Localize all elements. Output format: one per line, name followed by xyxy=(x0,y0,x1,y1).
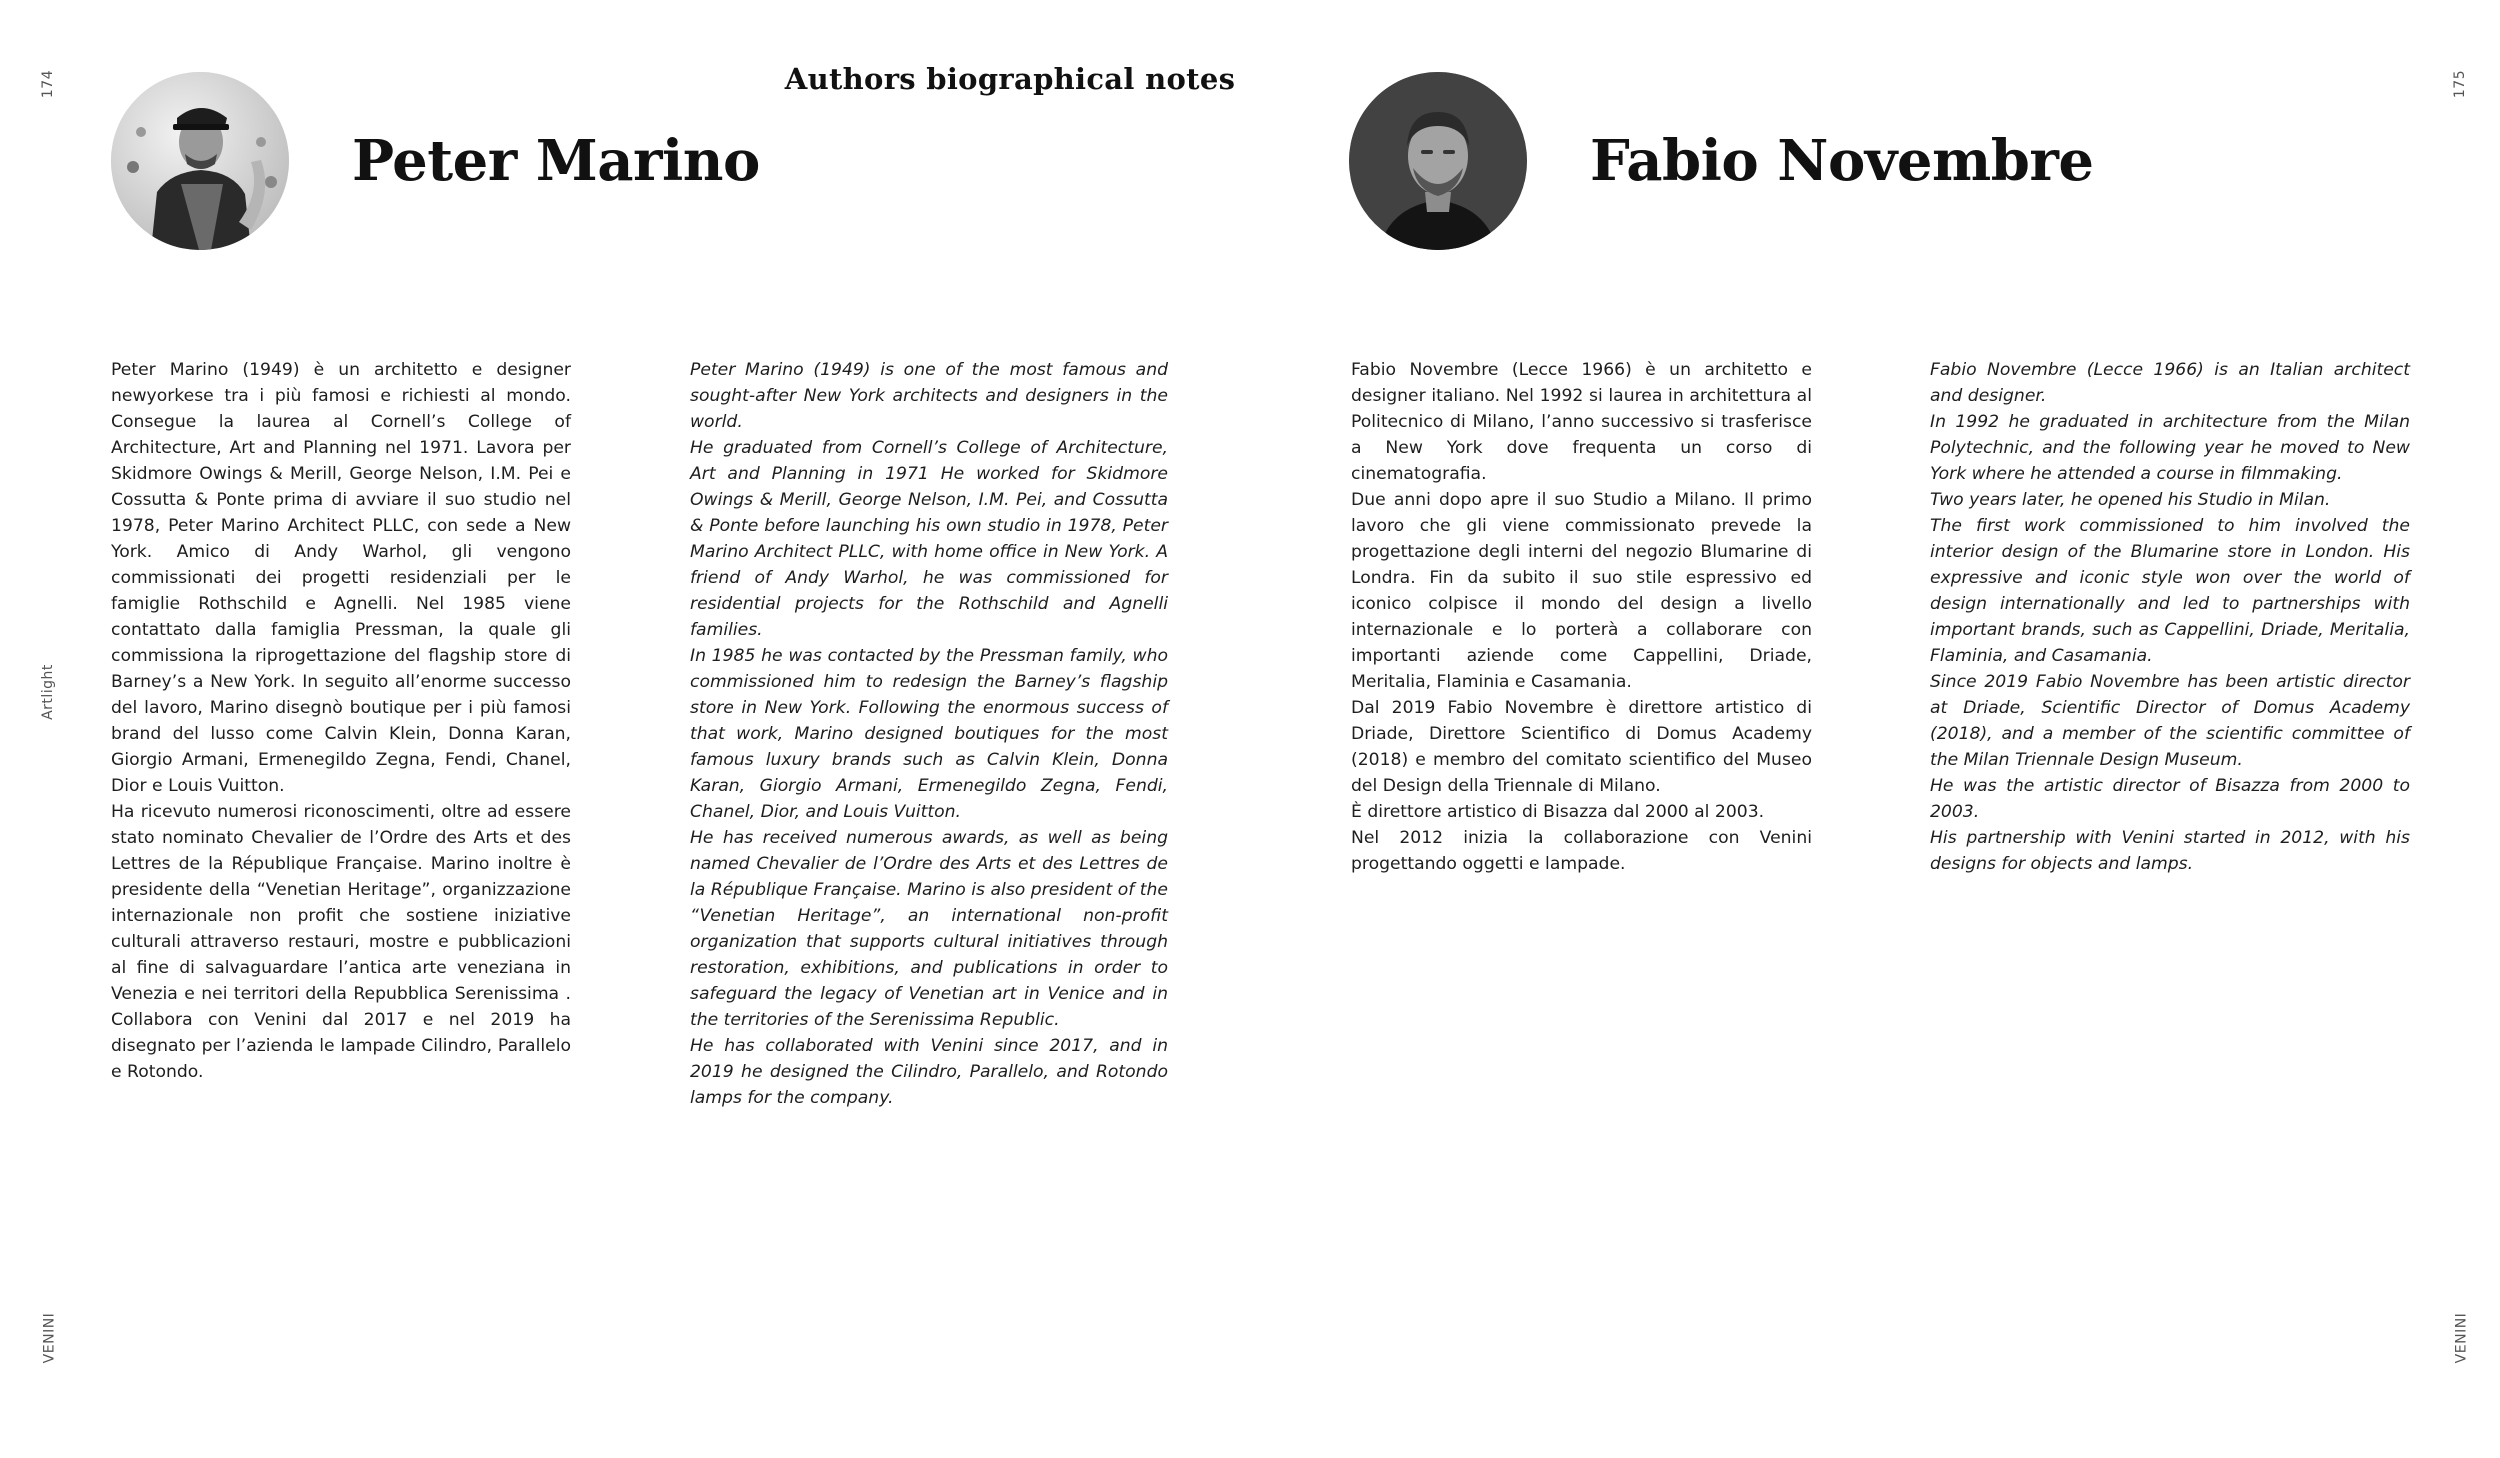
bio-paragraph: In 1992 he graduated in architecture from the Milan Polytechnic, and the following year he moved to New York where he attended a course in filmmaking. xyxy=(1930,412,2410,484)
bio-fabio-novembre-italian xyxy=(1351,357,1812,877)
bio-fabio-novembre-english xyxy=(1930,357,2410,877)
bio-paragraph: Since 2019 Fabio Novembre has been artistic director at Driade, Scientific Director of Domus Academy (2018), and a member of the scientific committee of the Milan Triennale Design Museum. xyxy=(1930,672,2410,770)
author-name-peter-marino: Peter Marino xyxy=(352,128,760,194)
bio-paragraph: Due anni dopo apre il suo Studio a Milano. Il primo lavoro che gli viene commissionato prevede la progettazione degli interni del negozio Blumarine di Londra. Fin da subito il suo stile espressivo ed iconico colpisce il mondo del design a livello internazionale e lo porterà a collaborare con importanti aziende come Cappellini, Driade, Meritalia, Flaminia e Casamania. xyxy=(1351,490,1812,692)
brand-label-left: VENINI xyxy=(41,1312,58,1364)
portrait-fabio-novembre xyxy=(1349,72,1527,250)
portrait-fabio-novembre-icon xyxy=(1349,72,1527,250)
page-number-right: 175 xyxy=(2452,69,2469,99)
bio-paragraph: Dal 2019 Fabio Novembre è direttore artistico di Driade, Direttore Scientifico di Domus Academy (2018) e membro del comitato scientifico del Museo del Design della Triennale di Milano. xyxy=(1351,698,1812,796)
bio-peter-marino-english xyxy=(690,357,1168,1111)
bio-paragraph: Fabio Novembre (Lecce 1966) is an Italian architect and designer. xyxy=(1930,360,2410,406)
portrait-peter-marino xyxy=(111,72,289,250)
brand-label-right: VENINI xyxy=(2453,1312,2470,1364)
bio-paragraph: His partnership with Venini started in 2012, with his designs for objects and lamps. xyxy=(1930,828,2410,874)
author-name-fabio-novembre: Fabio Novembre xyxy=(1590,128,2094,194)
bio-paragraph: He has received numerous awards, as well as being named Chevalier de l’Ordre des Arts et des Lettres de la République Française. Marino is also president of the “Venetian Heritage”, an international non-profit organization that supports cultural initiatives through restoration, exhibitions, and publications in order to safeguard the legacy of Venetian art in Venice and in the territories of the Serenissima Republic. xyxy=(690,828,1168,1030)
page-number-left: 174 xyxy=(40,69,57,99)
bio-paragraph: In 1985 he was contacted by the Pressman family, who commissioned him to redesign the Barney’s flagship store in New York. Following the enormous success of that work, Marino designed boutiques for the most famous luxury brands such as Calvin Klein, Donna Karan, Giorgio Armani, Ermenegildo Zegna, Fendi, Chanel, Dior, and Louis Vuitton. xyxy=(690,646,1168,822)
bio-paragraph: Ha ricevuto numerosi riconoscimenti, oltre ad essere stato nominato Chevalier de l’Ordre des Arts et des Lettres de la République Française. Marino inoltre è presidente della “Venetian Heritage”, organizzazione internazionale non profit che sostiene iniziative culturali attraverso restauri, mostre e pubblicazioni al fine di salvaguardare l’antica arte veneziana in Venezia e nei territori della Repubblica Serenissima . Collabora con Venini dal 2017 e nel 2019 ha disegnato per l’azienda le lampade Cilindro, Parallelo e Rotondo. xyxy=(111,802,571,1082)
section-label: Artlight xyxy=(39,664,56,720)
bio-paragraph: He was the artistic director of Bisazza from 2000 to 2003. xyxy=(1930,776,2410,822)
bio-paragraph: Peter Marino (1949) is one of the most famous and sought-after New York architects and designers in the world. xyxy=(690,360,1168,432)
bio-paragraph: Peter Marino (1949) è un architetto e designer newyorkese tra i più famosi e richiesti al mondo. Consegue la laurea al Cornell’s College of Architecture, Art and Planning nel 1971. Lavora per Skidmore Owings & Merill, George Nelson, I.M. Pei e Cossutta & Ponte prima di avviare il suo studio nel 1978, Peter Marino Architect PLLC, con sede a New York. Amico di Andy Warhol, gli vengono commissionati dei progetti residenziali per le famiglie Rothschild e Agnelli. Nel 1985 viene contattato dalla famiglia Pressman, la quale gli commissiona la riprogettazione del flagship store di Barney’s a New York. In seguito all’enorme successo del lavoro, Marino disegnò boutique per i più famosi brand del lusso come Calvin Klein, Donna Karan, Giorgio Armani, Ermenegildo Zegna, Fendi, Chanel, Dior e Louis Vuitton. xyxy=(111,360,571,796)
page-header: Authors biographical notes xyxy=(784,62,1236,96)
bio-paragraph: He has collaborated with Venini since 2017, and in 2019 he designed the Cilindro, Parallelo, and Rotondo lamps for the company. xyxy=(690,1036,1168,1108)
portrait-peter-marino-icon xyxy=(111,72,289,250)
bio-paragraph: Fabio Novembre (Lecce 1966) è un architetto e designer italiano. Nel 1992 si laurea in architettura al Politecnico di Milano, l’anno successivo si trasferisce a New York dove frequenta un corso di cinematografia. xyxy=(1351,360,1812,484)
bio-paragraph: He graduated from Cornell’s College of Architecture, Art and Planning in 1971 He worked for Skidmore Owings & Merill, George Nelson, I.M. Pei, and Cossutta & Ponte before launching his own studio in 1978, Peter Marino Architect PLLC, with home office in New York. A friend of Andy Warhol, he was commissioned for residential projects for the Rothschild and Agnelli families. xyxy=(690,438,1168,640)
bio-peter-marino-italian xyxy=(111,357,571,1085)
bio-paragraph: Two years later, he opened his Studio in Milan. xyxy=(1930,490,2331,510)
bio-paragraph: Nel 2012 inizia la collaborazione con Venini progettando oggetti e lampade. xyxy=(1351,828,1812,874)
bio-paragraph: È direttore artistico di Bisazza dal 2000 al 2003. xyxy=(1351,802,1765,822)
bio-paragraph: The first work commissioned to him involved the interior design of the Blumarine store in London. His expressive and iconic style won over the world of design internationally and led to partnerships with important brands, such as Cappellini, Driade, Meritalia, Flaminia, and Casamania. xyxy=(1930,516,2410,666)
